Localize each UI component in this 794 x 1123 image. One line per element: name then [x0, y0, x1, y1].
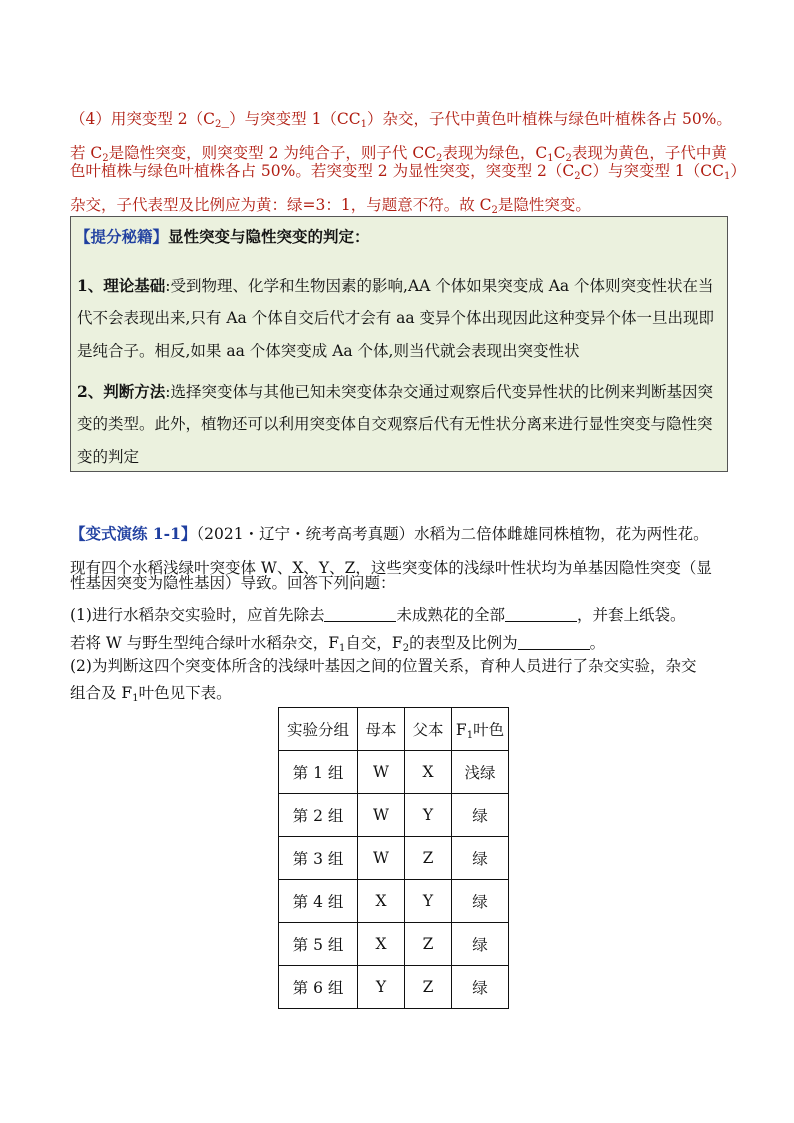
answer-line-4: 杂交，子代表型及比例应为黄：绿=3：1，与题意不符。故 $C_2$是隐性突变。 — [70, 196, 591, 216]
tip-item1-line1: 1、理论基础:受到物理、化学和生物因素的影响,AA 个体如果突变成 Aa 个体则突变性状在当 — [77, 276, 714, 295]
cell-group: 第 1 组 — [279, 751, 358, 794]
table-row — [279, 966, 509, 1009]
table-row — [279, 923, 509, 966]
header-leaf-color: $F_1$叶色 — [452, 708, 509, 751]
cell-father: Y — [405, 794, 452, 837]
cell-leaf-color: 绿 — [452, 880, 509, 923]
cell-mother: W — [358, 837, 405, 880]
table-row — [279, 751, 509, 794]
tip-item1-line2: 代不会表现出来,只有 Aa 个体自交后代才会有 aa 变异个体出现因此这种变异个体一旦出现即 — [77, 309, 715, 327]
cell-group: 第 5 组 — [279, 923, 358, 966]
cell-father: Y — [405, 880, 452, 923]
cell-leaf-color: 绿 — [452, 794, 509, 837]
cell-mother: Y — [358, 966, 405, 1009]
cell-group: 第 4 组 — [279, 880, 358, 923]
header-mother: 母本 — [358, 708, 405, 751]
answer-blank-2[interactable] — [505, 607, 577, 622]
cell-group: 第 3 组 — [279, 837, 358, 880]
cell-father: Z — [405, 837, 452, 880]
answer-line-3: 色叶植株与绿色叶植株各占 50%。若突变型 2 为显性突变，突变型 $2(C_2C)$与突变型 $1(CC_1)$ — [70, 162, 746, 182]
cell-mother: W — [358, 751, 405, 794]
cell-leaf-color: 浅绿 — [452, 751, 509, 794]
cell-mother: X — [358, 880, 405, 923]
question-1-line-2: 若将 W 与野生型纯合绿叶水稻杂交，$F_1$自交，$F_2$的表型及比例为 。 — [70, 634, 606, 654]
question-2-line-1: (2)为判断这四个突变体所含的浅绿叶基因之间的位置关系，育种人员进行了杂交实验，杂交 — [70, 657, 697, 675]
answer-line-1: （4）用突变型 $2(C_2\_)$与突变型 $1(CC_1)$杂交，子代中黄色叶植株与绿色叶植株各占 50%。 — [70, 110, 732, 130]
table-header-row — [279, 708, 509, 751]
cell-father: X — [405, 751, 452, 794]
answer-line-2: 若 $C_2$是隐性突变，则突变型 2 为纯合子，则子代 $CC_2$表现为绿色，$C_1C_2$表现为黄色，子代中黄 — [70, 144, 727, 164]
tip-item2-line1: 2、判断方法:选择突变体与其他已知未突变体杂交通过观察后代变异性状的比例来判断基因突 — [77, 382, 714, 401]
table-row — [279, 837, 509, 880]
header-father: 父本 — [405, 708, 452, 751]
table-row — [279, 880, 509, 923]
exercise-line-2: 现有四个水稻浅绿叶突变体 W、X、Y、Z，这些突变体的浅绿叶性状均为单基因隐性突变（显 — [70, 559, 712, 577]
question-2-line-2: 组合及 $F_1$叶色见下表。 — [70, 684, 232, 704]
cell-mother: X — [358, 923, 405, 966]
cell-leaf-color: 绿 — [452, 923, 509, 966]
table-row — [279, 794, 509, 837]
cross-results-table — [278, 707, 509, 1009]
answer-blank-1[interactable] — [324, 607, 396, 622]
cell-leaf-color: 绿 — [452, 837, 509, 880]
exercise-line-3: 性基因突变为隐性基因）导致。回答下列问题： — [70, 574, 396, 592]
answer-blank-3[interactable] — [518, 635, 590, 650]
cell-mother: W — [358, 794, 405, 837]
tip-item2-line3: 变的判定 — [77, 448, 140, 466]
cell-leaf-color: 绿 — [452, 966, 509, 1009]
cell-group: 第 2 组 — [279, 794, 358, 837]
tip-box — [70, 216, 728, 472]
question-1-line-1: (1)进行水稻杂交实验时，应首先除去 未成熟花的全部 ，并套上纸袋。 — [70, 606, 686, 624]
exercise-line-1: 【变式演练 1-1】（2021・辽宁・统考高考真题）水稻为二倍体雌雄同株植物，花为两性花。 — [70, 524, 709, 543]
cell-father: Z — [405, 923, 452, 966]
header-group: 实验分组 — [279, 708, 358, 751]
cell-father: Z — [405, 966, 452, 1009]
tip-item2-line2: 变的类型。此外，植物还可以利用突变体自交观察后代有无性状分离来进行显性突变与隐性突 — [77, 415, 713, 433]
cell-group: 第 6 组 — [279, 966, 358, 1009]
tip-item1-line3: 是纯合子。相反,如果 aa 个体突变成 Aa 个体,则当代就会表现出突变性状 — [77, 342, 580, 360]
tip-box-title: 【提分秘籍】显性突变与隐性突变的判定： — [75, 227, 370, 246]
